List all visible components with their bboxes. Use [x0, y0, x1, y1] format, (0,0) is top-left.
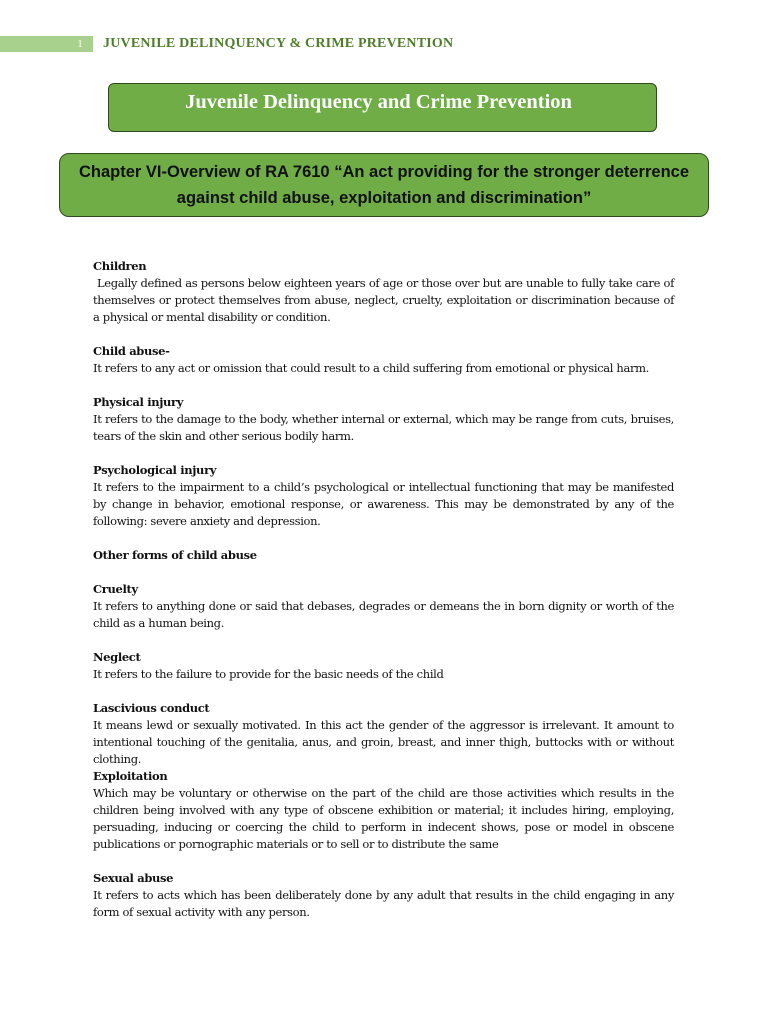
section-heading: Cruelty: [93, 582, 138, 596]
section-heading: Psychological injury: [93, 463, 217, 477]
section-heading: Sexual abuse: [93, 871, 174, 885]
chapter-title-box: [59, 153, 709, 217]
section-text: Which may be voluntary or otherwise on the part of the child are those activities which results in the children being involved with any type of obscene exhibition or material; it includes hiring, employing, persuading, inducing or coercing the child to perform in indecent shows, pose or model in obscene publications or pornographic materials or to sell or to distribute the same: [93, 786, 674, 851]
section-text: It refers to anything done or said that debases, degrades or demeans the in born dignity or worth of the child as a human being.: [93, 599, 674, 630]
section-child-abuse: [93, 343, 674, 377]
section-text: It refers to the impairment to a child’s psychological or intellectual functioning that may be manifested by change in behavior, emotional response, or awareness. This may be demonstrated by any of the following: severe anxiety and depression.: [93, 480, 674, 528]
section-heading: Child abuse-: [93, 344, 170, 358]
chapter-title: Chapter VI-Overview of RA 7610 “An act providing for the stronger deterrence against child abuse, exploitation and discrimination”: [78, 163, 690, 207]
document-title-box: [108, 83, 657, 132]
section-text: It refers to the damage to the body, whether internal or external, which may be range from cuts, bruises, tears of the skin and other serious bodily harm.: [93, 412, 674, 443]
section-neglect: [93, 649, 674, 683]
header-title: JUVENILE DELINQUENCY & CRIME PREVENTION: [103, 36, 454, 51]
section-lascivious-conduct: [93, 700, 674, 768]
section-text: Legally defined as persons below eighteen years of age or those over but are unable to fully take care of themselves or protect themselves from abuse, neglect, cruelty, exploitation or discrimination because of a physical or mental disability or condition.: [93, 276, 674, 324]
section-heading: Children: [93, 259, 147, 273]
document-title: Juvenile Delinquency and Crime Prevention: [185, 91, 572, 113]
section-children: [93, 258, 674, 326]
section-exploitation: [93, 768, 674, 853]
section-psychological-injury: [93, 462, 674, 530]
page-header: [0, 34, 768, 52]
section-physical-injury: [93, 394, 674, 445]
section-cruelty: [93, 581, 674, 632]
section-heading: Neglect: [93, 650, 141, 664]
section-text: It refers to any act or omission that could result to a child suffering from emotional or physical harm.: [93, 361, 649, 375]
section-other-forms: [93, 547, 674, 564]
section-heading: Exploitation: [93, 769, 168, 783]
section-text: It refers to the failure to provide for the basic needs of the child: [93, 667, 444, 681]
section-sexual-abuse: [93, 870, 674, 921]
document-body: [93, 258, 674, 938]
page-number: 1: [77, 38, 83, 50]
section-text: It refers to acts which has been deliberately done by any adult that results in the child engaging in any form of sexual activity with any person.: [93, 888, 674, 919]
section-heading: Lascivious conduct: [93, 701, 210, 715]
section-text: It means lewd or sexually motivated. In this act the gender of the aggressor is irrelevant. It amount to intentional touching of the genitalia, anus, and groin, breast, and inner thigh, buttocks with or without clothing.: [93, 718, 674, 766]
section-heading: Physical injury: [93, 395, 184, 409]
section-heading: Other forms of child abuse: [93, 548, 257, 562]
